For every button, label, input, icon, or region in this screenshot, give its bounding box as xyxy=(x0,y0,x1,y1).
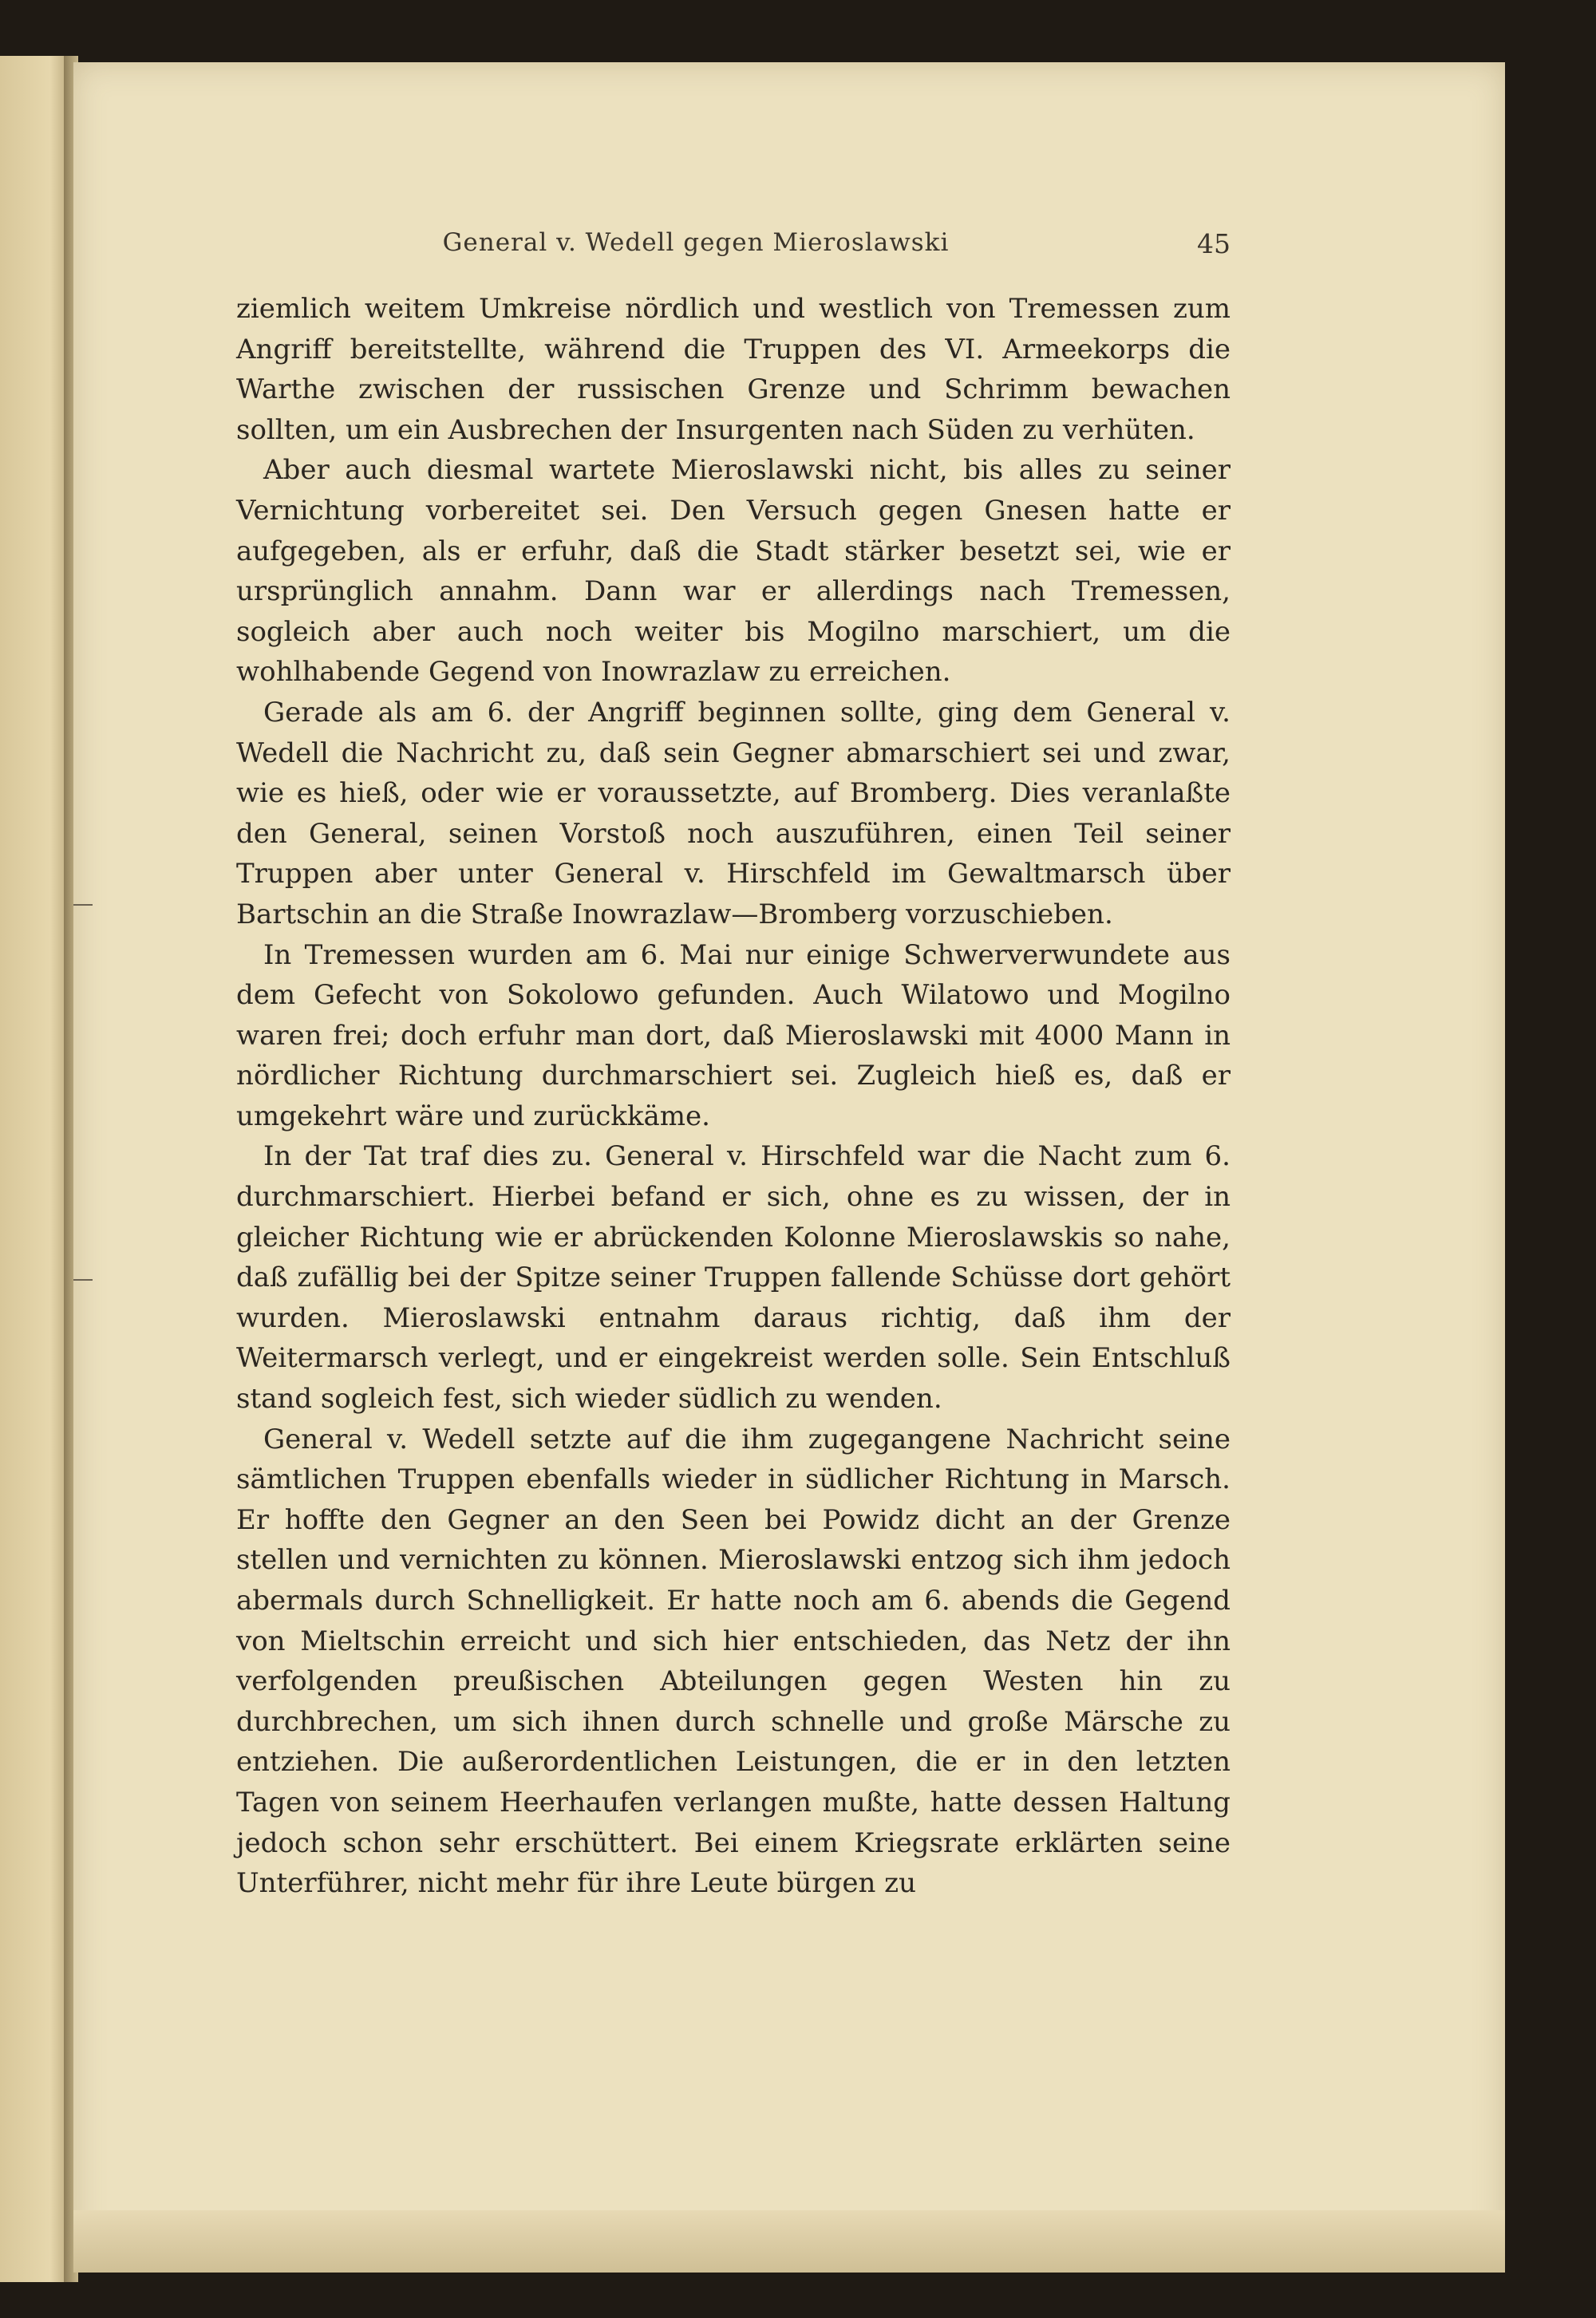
page-header xyxy=(161,228,1231,268)
page-number: 45 xyxy=(1197,228,1231,259)
running-head: General v. Wedell gegen Mieroslawski xyxy=(442,228,950,257)
paragraph: ziemlich weitem Umkreise nördlich und westlich von Tremessen zum Angriff bereitstellte, während die Truppen des VI. Armeekorps die Warthe zwischen der russischen Grenze und Schrimm bewachen sollten, um ein Ausbrechen der Insurgenten nach Süden zu verhüten. xyxy=(236,293,1231,446)
paragraph: General v. Wedell setzte auf die ihm zugegangene Nachricht seine sämtlichen Truppen ebenfalls wieder in südlicher Richtung in Marsch. Er hoffte den Gegner an den Seen bei Powidz dicht an der Grenze stellen und vernichten zu können. Mieroslawski entzog sich ihm jedoch abermals durch Schnelligkeit. Er hatte noch am 6. abends die Gegend von Mieltschin erreicht und sich hier entschieden, das Netz der ihn verfolgenden preußischen Abteilungen gegen Westen hin zu durchbrechen, um sich ihnen durch schnelle und große Märsche zu entziehen. Die außerordentlichen Leistungen, die er in den letzten Tagen von seinem Heerhaufen verlangen mußte, hatte dessen Haltung jedoch schon sehr erschüttert. Bei einem Kriegsrate erklärten seine Unterführer, nicht mehr für ihre Leute bürgen zu xyxy=(236,1423,1231,1900)
paragraph: In der Tat traf dies zu. General v. Hirschfeld war die Nacht zum 6. durchmarschiert. Hierbei befand er sich, ohne es zu wissen, der in gleicher Richtung wie er abrückenden Kolonne Mieroslawskis so nahe, daß zufällig bei der Spitze seiner Truppen fallende Schüsse dort gehört wurden. Mieroslawski entnahm daraus richtig, daß ihm der Weitermarsch verlegt, und er eingekreist werden solle. Sein Entschluß stand sogleich fest, sich wieder südlich zu wenden. xyxy=(236,1140,1231,1416)
page-bottom-edge xyxy=(73,2210,1505,2273)
margin-mark xyxy=(73,904,93,906)
paragraph: Aber auch diesmal wartete Mieroslawski nicht, bis alles zu seiner Vernichtung vorbereitet sei. Den Versuch gegen Gnesen hatte er aufgegeben, als er erfuhr, daß die Stadt stärker besetzt sei, wie er ursprünglich annahm. Dann war er allerdings nach Tremessen, sogleich aber auch noch weiter bis Mogilno marschiert, um die wohlhabende Gegend von Inowrazlaw zu erreichen. xyxy=(236,454,1231,689)
paragraph: Gerade als am 6. der Angriff beginnen sollte, ging dem General v. Wedell die Nachricht zu, daß sein Gegner abmarschiert sei und zwar, wie es hieß, oder wie er voraussetzte, auf Bromberg. Dies veranlaßte den General, seinen Vorstoß noch auszuführen, einen Teil seiner Truppen aber unter General v. Hirschfeld im Gewaltmarsch über Bartschin an die Straße Inowrazlaw—Bromberg vorzuschieben. xyxy=(236,696,1231,930)
margin-mark xyxy=(73,1279,93,1281)
body-text xyxy=(236,289,1231,1904)
facing-page-edge xyxy=(0,56,72,2282)
paragraph: In Tremessen wurden am 6. Mai nur einige Schwerverwundete aus dem Gefecht von Sokolowo gefunden. Auch Wilatowo und Mogilno waren frei; doch erfuhr man dort, daß Mieroslawski mit 4000 Mann in nördlicher Richtung durchmarschiert sei. Zugleich hieß es, daß er umgekehrt wäre und zurückkäme. xyxy=(236,938,1231,1132)
